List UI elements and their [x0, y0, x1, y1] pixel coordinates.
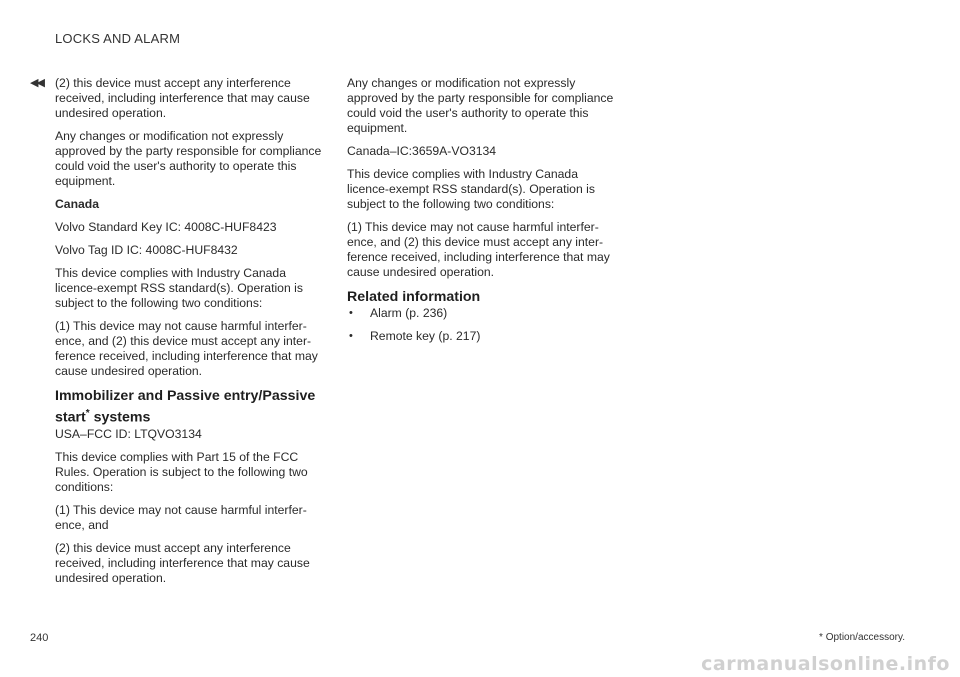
paragraph: Canada–IC:3659A-VO3134 — [347, 144, 497, 158]
bullet-icon: • — [349, 307, 353, 319]
paragraph: This device complies with Industry Canada licence-exempt RSS standard(s). Operation is subject to the following two conditions: — [347, 167, 595, 211]
paragraph: This device complies with Industry Canada licence-exempt RSS standard(s). Operation is subject to the following two conditions: — [55, 266, 303, 310]
heading-related-information: Related information — [347, 289, 481, 305]
watermark: carmanualsonline.info — [701, 653, 950, 675]
left-column — [55, 76, 323, 594]
bullet-icon: • — [349, 330, 353, 342]
paragraph: (1) This device may not cause harmful interfer-ence, and — [55, 502, 307, 532]
page-number: 240 — [30, 632, 49, 644]
related-link-remote-key[interactable] — [347, 329, 615, 344]
section-title: LOCKS AND ALARM — [55, 31, 181, 46]
heading-text: Immobilizer and Passive entry/Passive start — [55, 388, 316, 426]
subheading-canada: Canada — [55, 197, 100, 211]
related-link-text: Alarm (p. 236) — [370, 306, 448, 320]
paragraph: (2) this device must accept any interference received, including interference that may cause undesired operation. — [55, 540, 310, 585]
paragraph: (1) This device may not cause harmful interfer-ence, and (2) this device must accept any inter-ference received, including interference that may cause undesired operation. — [55, 319, 318, 378]
related-list — [347, 306, 615, 344]
paragraph: Volvo Standard Key IC: 4008C-HUF8423 — [55, 220, 277, 234]
paragraph: Any changes or modification not expressly approved by the party responsible for compliance could void the user's authority to operate this equipment. — [55, 129, 322, 188]
heading-immobilizer — [55, 387, 323, 427]
right-column — [347, 76, 615, 352]
related-link-alarm[interactable] — [347, 306, 615, 321]
continued-icon: ◀◀ — [30, 77, 43, 89]
related-link-text: Remote key (p. 217) — [370, 329, 481, 343]
paragraph: This device complies with Part 15 of the FCC Rules. Operation is subject to the following two conditions: — [55, 449, 308, 494]
paragraph: USA–FCC ID: LTQVO3134 — [55, 426, 202, 441]
paragraph: Any changes or modification not expressly approved by the party responsible for compliance could void the user's authority to operate this equipment. — [347, 76, 614, 135]
paragraph: (1) This device may not cause harmful interfer-ence, and (2) this device must accept any inter-ference received, including interference that may cause undesired operation. — [347, 220, 610, 279]
heading-suffix: systems — [89, 409, 151, 426]
paragraph: (2) this device must accept any interference received, including interference that may cause undesired operation. — [55, 76, 310, 120]
footnote: * Option/accessory. — [819, 632, 905, 643]
paragraph: Volvo Tag ID IC: 4008C-HUF8432 — [55, 243, 238, 257]
option-asterisk: * — [85, 408, 90, 419]
